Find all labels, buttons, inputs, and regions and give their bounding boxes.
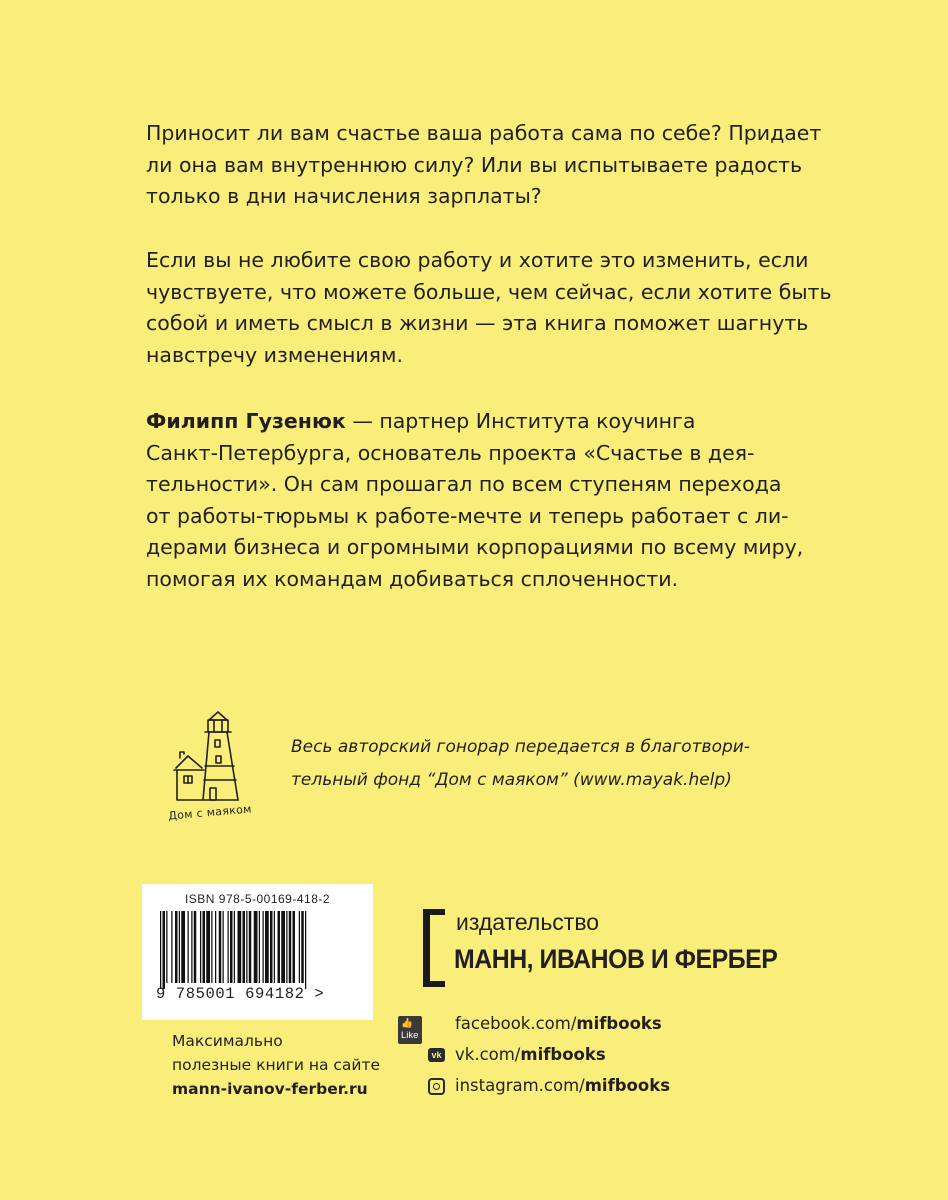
barcode-bar xyxy=(228,911,229,983)
barcode-bar xyxy=(194,911,197,983)
like-label: Like xyxy=(401,1030,419,1041)
barcode-bar xyxy=(286,911,287,983)
barcode-bar xyxy=(171,911,172,983)
barcode-bar xyxy=(206,911,210,983)
barcode-bar xyxy=(163,911,166,989)
vk-url-prefix: vk.com/ xyxy=(455,1045,521,1064)
instagram-handle: mifbooks xyxy=(584,1076,671,1095)
barcode-bar xyxy=(299,911,300,983)
barcode-bar xyxy=(238,911,242,983)
author-first-line-rest: — партнер Института коучинга xyxy=(345,409,696,433)
charity-logo-caption: Дом с маяком xyxy=(167,802,253,823)
barcode-bar xyxy=(179,911,180,983)
barcode-bar xyxy=(305,911,306,989)
pitch-line: чувствуете, что можете больше, чем сейчас, если хотите быть xyxy=(146,279,832,304)
site-promo-line: Максимально xyxy=(172,1032,283,1050)
instagram-url-prefix: instagram.com/ xyxy=(455,1076,585,1095)
facebook-url xyxy=(455,1014,662,1033)
barcode-bar xyxy=(160,911,161,989)
author-first-line xyxy=(146,406,866,438)
author-name: Филипп Гузенюк xyxy=(146,409,346,433)
barcode-bar xyxy=(175,911,178,983)
publisher-label: издательство xyxy=(456,909,600,935)
pitch-line: собой и иметь смысл в жизни — эта книга поможет шагнуть xyxy=(146,311,809,335)
barcode-bar xyxy=(293,911,296,983)
pitch-line: навстречу изменениям. xyxy=(146,342,404,367)
barcode-bar xyxy=(191,911,192,983)
facebook-url-prefix: facebook.com/ xyxy=(455,1014,577,1033)
intro-line: Приносит ли вам счастье ваша работа сама по себе? Придает xyxy=(146,121,822,145)
author-paragraph xyxy=(146,406,866,595)
barcode-bar xyxy=(230,911,233,983)
intro-line: ли она вам внутреннюю силу? Или вы испытываете радость xyxy=(146,152,803,177)
barcode-bar xyxy=(223,911,224,983)
barcode-bar xyxy=(203,911,206,983)
facebook-like-icon: 👍 Like xyxy=(398,1016,422,1044)
barcode-bar xyxy=(278,911,281,983)
instagram-url xyxy=(455,1076,670,1095)
vk-handle: mifbooks xyxy=(520,1045,606,1064)
barcode-bar xyxy=(188,911,189,983)
barcode-bar xyxy=(200,911,201,983)
barcode-bar xyxy=(259,911,260,983)
barcode-bar xyxy=(254,911,258,983)
intro-line: только в дни начисления зарплаты? xyxy=(146,184,542,208)
barcode-bar xyxy=(166,911,167,983)
author-line: от работы-тюрьмы к работе-мечте и теперь работает с ли- xyxy=(146,503,789,528)
author-line: помогая их командам добиваться сплоченности. xyxy=(146,566,679,591)
barcode-bar xyxy=(270,911,273,983)
vk-url xyxy=(455,1045,606,1064)
facebook-handle: mifbooks xyxy=(576,1014,662,1033)
charity-note-line: тельный фонд “Дом с маяком” (www.mayak.help) xyxy=(291,770,732,790)
barcode-bar xyxy=(211,911,212,983)
author-line: тельности». Он сам прошагал по всем ступеням перехода xyxy=(146,472,782,496)
barcode-bar xyxy=(181,911,185,983)
barcode-bar xyxy=(243,911,246,983)
author-line: дерами бизнеса и огромными корпорациями по всему миру, xyxy=(146,535,804,559)
pitch-line: Если вы не любите свою работу и хотите это изменить, если xyxy=(146,248,809,272)
site-promo-line: полезные книги на сайте xyxy=(172,1056,381,1074)
isbn-text: ISBN 978-5-00169-418-2 xyxy=(184,892,331,906)
barcode-bar xyxy=(249,911,252,983)
charity-note-line: Весь авторский гонорар передается в благотвори- xyxy=(291,737,750,757)
bracket-mark-icon xyxy=(423,909,445,987)
barcode-bar xyxy=(274,911,275,983)
barcode-bar xyxy=(219,911,222,983)
author-line: Санкт-Петербурга, основатель проекта «Счастье в дея- xyxy=(146,440,755,465)
intro-paragraph xyxy=(146,118,866,213)
barcode-bar xyxy=(301,911,304,983)
instagram-icon xyxy=(428,1078,445,1095)
barcode-bar xyxy=(263,911,264,983)
site-promo xyxy=(172,1029,432,1101)
publisher-name: МАНН, ИВАНОВ И ФЕРБЕР xyxy=(454,944,778,974)
barcode-bar xyxy=(281,911,285,983)
barcode-digits: 9 785001 694182 > xyxy=(156,985,325,1003)
barcode-bar xyxy=(265,911,269,983)
barcode-bar xyxy=(289,911,292,983)
charity-note xyxy=(291,731,811,797)
barcode-bar xyxy=(215,911,216,983)
site-url[interactable]: mann-ivanov-ferber.ru xyxy=(172,1080,368,1098)
isbn-barcode xyxy=(142,884,373,1020)
barcode-bar xyxy=(234,911,235,983)
barcode-bar xyxy=(246,911,247,983)
vk-icon: vk xyxy=(428,1048,445,1062)
pitch-paragraph xyxy=(146,245,866,371)
